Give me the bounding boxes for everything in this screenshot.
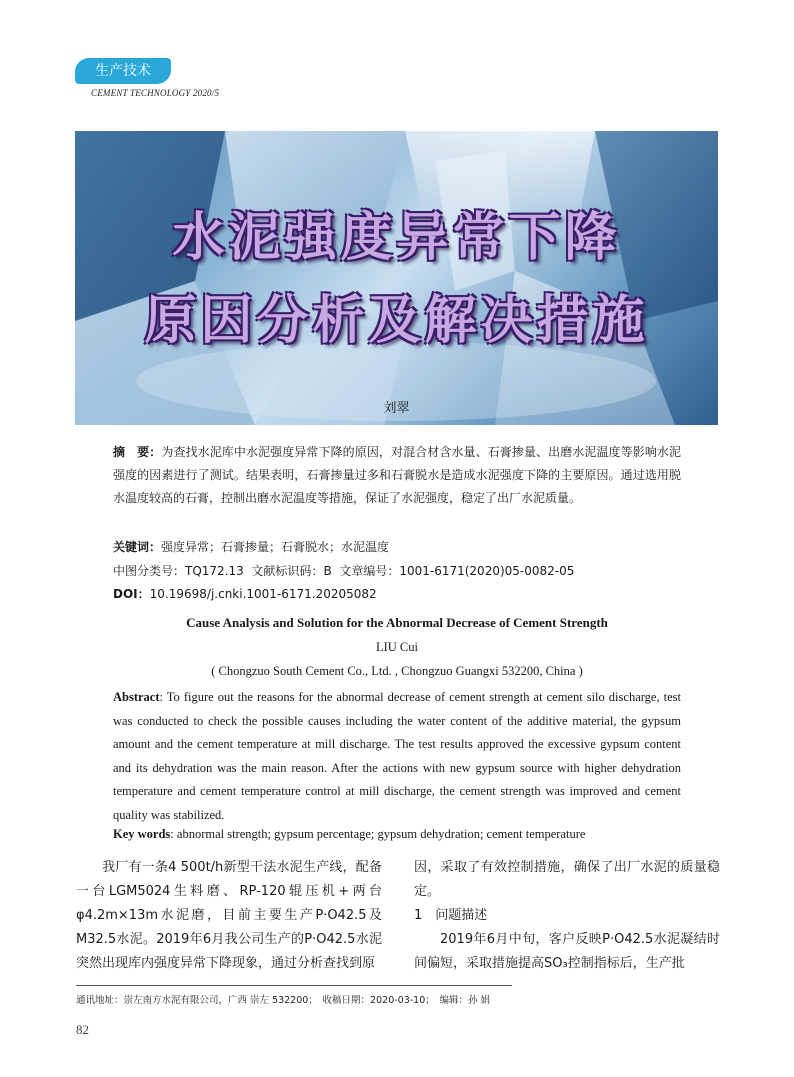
footnote: 通讯地址：崇左南方水泥有限公司，广西 崇左 532200； 收稿日期：2020-03-10； 编辑：孙 娟 (76, 995, 491, 1006)
chinese-abstract (113, 441, 681, 510)
abstract-label: 摘 要： (113, 445, 162, 459)
body-column-right (414, 856, 720, 976)
english-keywords-label: Key words (113, 827, 171, 841)
doi-value: 10.19698/j.cnki.1001-6171.20205082 (149, 587, 377, 601)
keywords-text: 强度异常；石膏掺量；石膏脱水；水泥温度 (161, 540, 390, 554)
classification-line (113, 560, 681, 583)
english-abstract (113, 686, 681, 827)
article-title-line-2: 原因分析及解决措施 (144, 291, 649, 351)
article-number-label: 文章编号： (339, 564, 400, 578)
doc-code-value: B (323, 564, 332, 578)
journal-line: CEMENT TECHNOLOGY 2020/5 (91, 88, 220, 98)
english-abstract-text: : To figure out the reasons for the abnormal decrease of cement strength at cement silo discharge, test was conducted to check the possible causes including the water content of the additive material, the gypsum amount and the cement temperature at mill discharge. The test results approved the excessive gypsum content and its dehydration was the main reason. After the actions with new gypsum source with higher dehydration temperature and cement temperature control at mill discharge, the cement strength was improved and cement quality was stabilized. (113, 690, 681, 822)
english-title: Cause Analysis and Solution for the Abnormal Decrease of Cement Strength (186, 615, 608, 630)
footnote-divider (76, 985, 512, 986)
keywords-label: 关键词： (113, 540, 162, 554)
article-title-line-1: 水泥强度异常下降 (172, 208, 621, 268)
body-paragraph: 因，采取了有效控制措施，确保了出厂水泥的质量稳定。 (414, 860, 720, 899)
clc-value: TQ172.13 (185, 564, 244, 578)
title-banner (75, 131, 718, 425)
english-affiliation: ( Chongzuo South Cement Co., Ltd. , Chongzuo Guangxi 532200, China ) (211, 664, 583, 678)
english-author: LIU Cui (375, 640, 418, 654)
doi-line (113, 583, 681, 606)
body-paragraph: 2019年6月中旬，客户反映P·O42.5水泥凝结时间偏短，采取措施提高SO₃控制指标后，生产批 (414, 932, 720, 971)
clc-label: 中图分类号： (113, 564, 186, 578)
body-column-left (76, 856, 382, 976)
section-heading: 1 问题描述 (414, 908, 488, 923)
section-badge: 生产技术 (75, 58, 171, 84)
author-name: 刘翠 (383, 401, 410, 416)
page-number: 82 (76, 1022, 89, 1037)
abstract-text: 为查找水泥库中水泥强度异常下降的原因，对混合材含水量、石膏掺量、出磨水泥温度等影响水泥强度的因素进行了测试。结果表明，石膏掺量过多和石膏脱水是造成水泥强度下降的主要原因。通过选用脱水温度较高的石膏，控制出磨水泥温度等措施，保证了水泥强度，稳定了出厂水泥质量。 (113, 445, 681, 505)
english-keywords-text: : abnormal strength; gypsum percentage; gypsum dehydration; cement temperature (170, 827, 586, 841)
doi-label: DOI： (113, 587, 150, 601)
article-number-value: 1001-6171(2020)05-0082-05 (399, 564, 575, 578)
body-paragraph: 我厂有一条4 500t/h新型干法水泥生产线，配备一台LGM5024生料磨、RP-120辊压机+两台φ4.2m×13m水泥磨，目前主要生产P·O42.5及M32.5水泥。2019年6月我公司生产的P·O42.5水泥突然出现库内强度异常下降现象，通过分析查找到原 (76, 860, 382, 971)
english-abstract-label: Abstract (113, 690, 160, 704)
chinese-keywords (113, 536, 681, 559)
doc-code-label: 文献标识码： (251, 564, 324, 578)
english-keywords (113, 827, 681, 842)
